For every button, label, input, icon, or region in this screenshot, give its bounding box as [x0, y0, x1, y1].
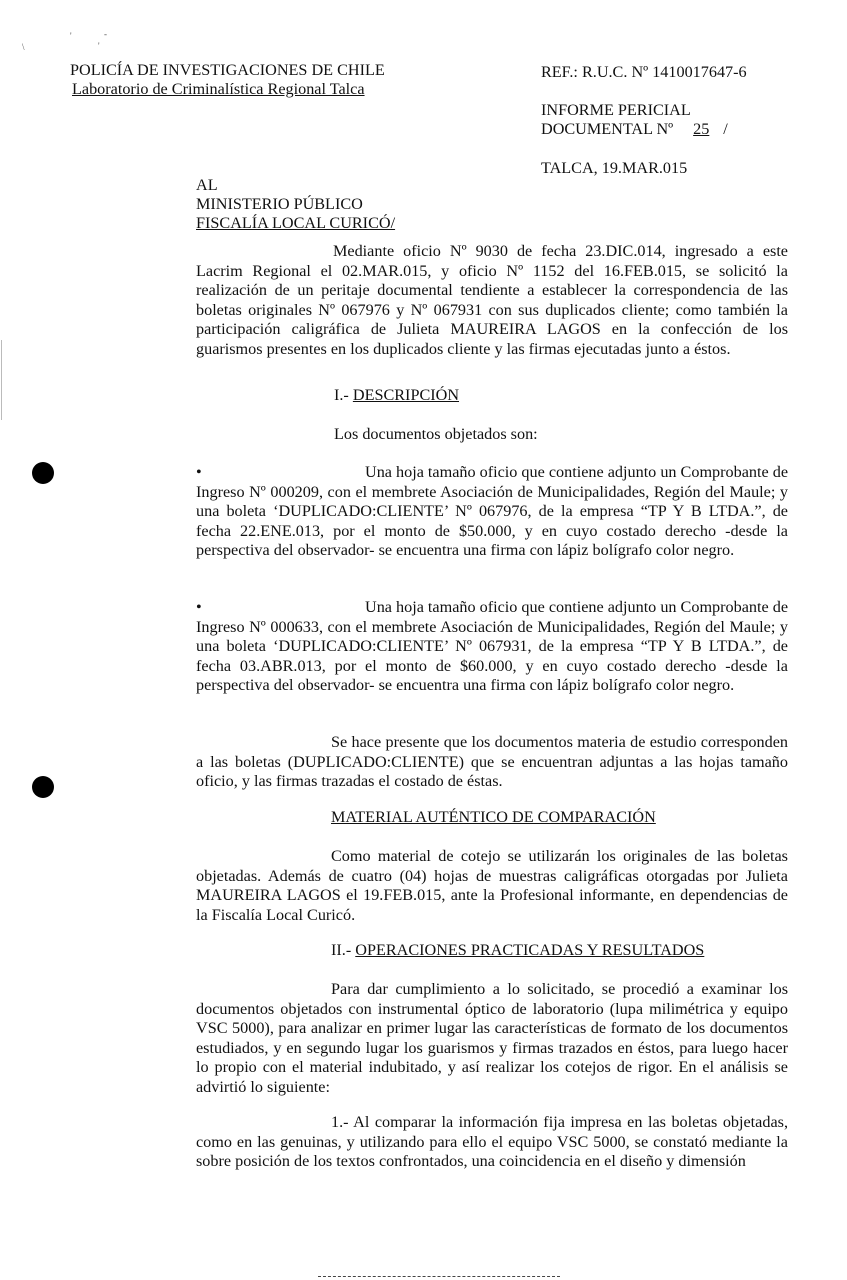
material-heading: MATERIAL AUTÉNTICO DE COMPARACIÓN — [331, 808, 656, 826]
lab-name: Laboratorio de Criminalística Regional Talca — [72, 80, 365, 98]
report-title: INFORME PERICIAL — [541, 101, 691, 119]
section-1-title: DESCRIPCIÓN — [352, 386, 460, 404]
bullet-item-2 — [196, 598, 788, 696]
section-1-lead: Los documentos objetados son: — [334, 425, 538, 443]
section-2-heading — [331, 941, 704, 961]
recipient-line-2: MINISTERIO PÚBLICO — [196, 195, 363, 213]
bullet-marker: • — [196, 463, 202, 481]
scan-speck: ' — [70, 31, 72, 41]
intro-paragraph: Mediante oficio Nº 9030 de fecha 23.DIC.014, ingresado a este Lacrim Regional el 02.MAR.015, y oficio Nº 1152 del 16.FEB.015, se solicitó la realización de un peritaje documental tendiente a establecer la correspondencia de las boletas originales Nº 067976 y Nº 067931 con sus duplicados cliente; como también la participación caligráfica de Julieta MAUREIRA LAGOS en la confección de los guarismos presentes en los duplicados cliente y las firmas ejecutadas junto a éstos. — [196, 242, 788, 358]
section-2-point-1: 1.- Al comparar la información fija impresa en las boletas objetadas, como en las genuinas, y utilizando para ello el equipo VSC 5000, se constató mediante la sobre posición de los textos confrontados, una coincidencia en el diseño y dimensión — [196, 1113, 788, 1170]
material-paragraph: Como material de cotejo se utilizarán los originales de las boletas objetadas. Además de cuatro (04) hojas de muestras caligráficas otorgadas por Julieta MAUREIRA LAGOS el 19.FEB.015, ante la Profesional informante, en dependencias de la Fiscalía Local Curicó. — [196, 847, 788, 924]
section-1-heading — [334, 386, 459, 406]
scan-edge — [1, 340, 2, 420]
report-number: 25 — [693, 120, 710, 138]
ref-number: REF.: R.U.C. Nº 1410017647-6 — [541, 63, 747, 81]
report-number-label: DOCUMENTAL Nº — [541, 120, 674, 138]
recipient-line-1: AL — [196, 176, 218, 194]
report-date: TALCA, 19.MAR.015 — [541, 159, 688, 177]
section-2-title: OPERACIONES PRACTICADAS Y RESULTADOS — [355, 941, 705, 959]
scan-speck: - — [104, 29, 107, 39]
scan-speck: \ — [22, 42, 25, 52]
bullet-text: Una hoja tamaño oficio que contiene adjunto un Comprobante de Ingreso Nº 000209, con el membrete Asociación de Municipalidades, Región del Maule; y una boleta ‘DUPLICADO:CLIENTE’ Nº 067976, de la empresa “TP Y B LTDA.”, de fecha 22.ENE.013, por el monto de $50.000, y en cuyo costado derecho -desde la perspectiva del observador- se encuentra una firma con lápiz bolígrafo color negro. — [196, 463, 789, 559]
scan-speck: ' — [98, 41, 100, 51]
punch-hole — [32, 462, 54, 484]
punch-hole — [32, 776, 54, 798]
recipient-line-3: FISCALÍA LOCAL CURICÓ/ — [196, 214, 396, 232]
section-2-prefix: II.- — [331, 941, 356, 959]
bullet-text: Una hoja tamaño oficio que contiene adjunto un Comprobante de Ingreso Nº 000633, con el membrete Asociación de Municipalidades, Región del Maule; y una boleta ‘DUPLICADO:CLIENTE’ Nº 067931, de la empresa “TP Y B LTDA.”, de fecha 03.ABR.013, por el monto de $60.000, y en cuyo costado derecho -desde la perspectiva del observador- se encuentra una firma con lápiz bolígrafo color negro. — [196, 598, 789, 694]
report-slash: / — [723, 120, 728, 138]
scan-footer-line — [318, 1276, 560, 1277]
report-number-line — [541, 120, 728, 140]
section-1-note: Se hace presente que los documentos materia de estudio corresponden a las boletas (DUPLICADO:CLIENTE) que se encuentran adjuntas a las hojas tamaño oficio, y las firmas trazadas el costado de éstas. — [196, 733, 788, 790]
section-1-prefix: I.- — [334, 386, 353, 404]
bullet-item-1 — [196, 463, 788, 561]
bullet-marker: • — [196, 598, 202, 616]
institution-name: POLICÍA DE INVESTIGACIONES DE CHILE — [70, 61, 385, 79]
section-2-paragraph: Para dar cumplimiento a lo solicitado, se procedió a examinar los documentos objetados con instrumental óptico de laboratorio (lupa milimétrica y equipo VSC 5000), para analizar en primer lugar las características de formato de los documentos estudiados, y en segundo lugar los guarismos y firmas trazados en éstos, para luego hacer lo propio con el material indubitado, y así realizar los cotejos de rigor. En el análisis se advirtió lo siguiente: — [196, 980, 788, 1096]
